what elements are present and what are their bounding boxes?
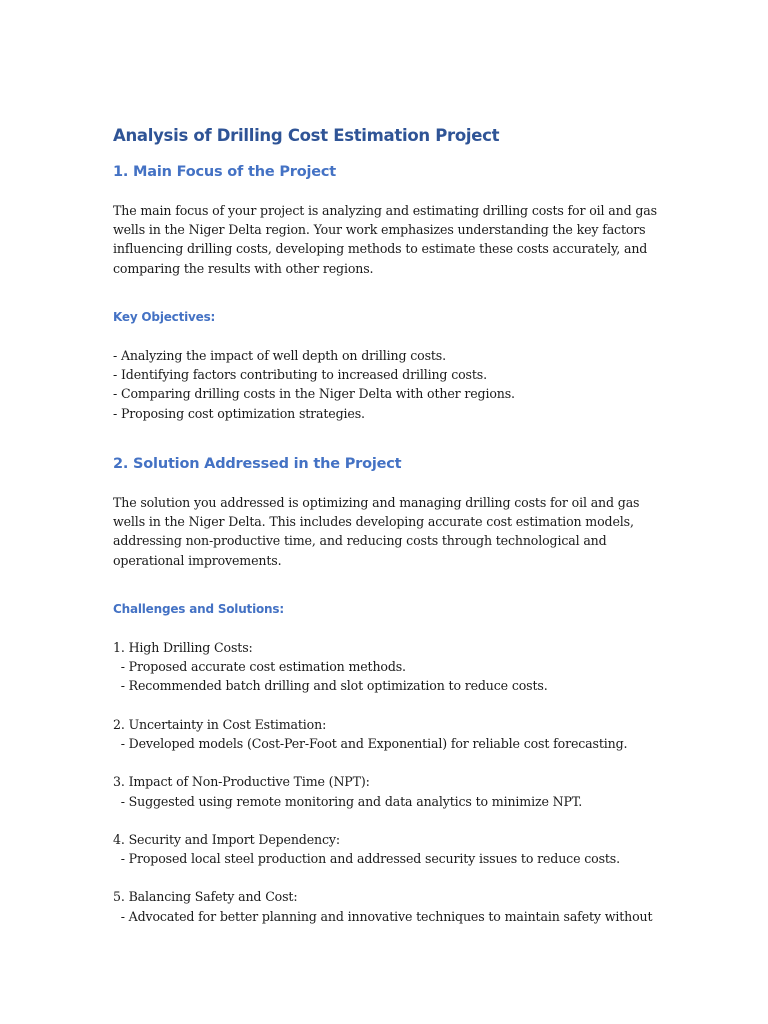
challenge-title: 1. High Drilling Costs: (113, 639, 253, 655)
document-title: Analysis of Drilling Cost Estimation Project (113, 126, 500, 145)
challenge-group (113, 772, 663, 811)
challenge-title: 2. Uncertainty in Cost Estimation: (113, 716, 327, 732)
list-item: - Analyzing the impact of well depth on drilling costs. (113, 347, 446, 363)
section-1-paragraph: The main focus of your project is analyzing and estimating drilling costs for oil and gas wells in the Niger Delta region. Your work emphasizes understanding the key factors influencing drilling costs, developing methods to estimate these costs accurately, and comparing the results with other regions. (113, 203, 657, 276)
challenge-group (113, 715, 663, 754)
section-2-heading: 2. Solution Addressed in the Project (113, 456, 402, 472)
list-item: - Identifying factors contributing to increased drilling costs. (113, 367, 487, 383)
list-item: - Proposing cost optimization strategies. (113, 405, 365, 421)
challenge-group (113, 638, 663, 696)
challenge-group (113, 887, 663, 926)
challenge-item: - Proposed accurate cost estimation methods. (113, 659, 406, 675)
challenge-item: - Advocated for better planning and innovative techniques to maintain safety without (113, 908, 653, 924)
challenge-title: 3. Impact of Non-Productive Time (NPT): (113, 774, 370, 790)
objectives-list (113, 346, 663, 423)
list-item: - Comparing drilling costs in the Niger Delta with other regions. (113, 386, 515, 402)
challenges-heading: Challenges and Solutions: (113, 601, 284, 616)
challenge-title: 4. Security and Import Dependency: (113, 831, 340, 847)
challenge-item: - Suggested using remote monitoring and data analytics to minimize NPT. (113, 793, 583, 809)
challenge-group (113, 830, 663, 869)
section-2-paragraph: The solution you addressed is optimizing and managing drilling costs for oil and gas wells in the Niger Delta. This includes developing accurate cost estimation models, addressing non-productive time, and reducing costs through technological and operational improvements. (113, 495, 640, 568)
challenge-item: - Developed models (Cost-Per-Foot and Exponential) for reliable cost forecasting. (113, 736, 628, 751)
challenge-item: - Proposed local steel production and addressed security issues to reduce costs. (113, 851, 620, 867)
key-objectives-heading: Key Objectives: (113, 309, 216, 324)
challenge-item: - Recommended batch drilling and slot optimization to reduce costs. (113, 678, 548, 694)
challenge-title: 5. Balancing Safety and Cost: (113, 889, 298, 905)
section-1-heading: 1. Main Focus of the Project (113, 164, 337, 180)
document-content (113, 124, 663, 926)
